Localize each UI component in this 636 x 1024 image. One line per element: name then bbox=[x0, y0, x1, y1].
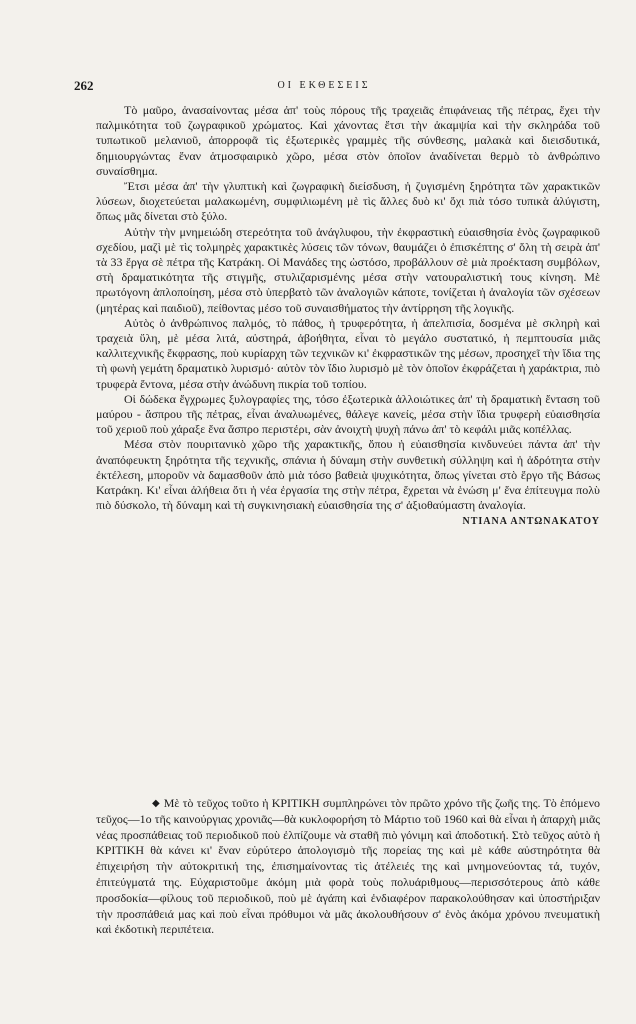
diamond-icon: ◆ bbox=[152, 798, 160, 809]
article-paragraph-2: Ἔτσι μέσα ἀπ' τὴν γλυπτικὴ καὶ ζωγραφικὴ διείσδυση, ἡ ζυγισμένη ξηρότητα τῶν χαρακτικῶν λύσεων, διοχετεύεται μαλακωμένη, συμφιλιωμένη μὲ τὶς ἄλλες δυὸ κι' ὄχι πιὰ τόσο τυπικὰ ἀλύγιστη, ὅπως μᾶς δίνεται στὸ ξύλο. bbox=[96, 179, 600, 224]
editorial-note-paragraph bbox=[96, 796, 600, 938]
page-number: 262 bbox=[74, 78, 94, 93]
article-paragraph-3: Αὐτὴν τὴν μνημειώδη στερεότητα τοῦ ἀνάγλυφου, τὴν ἐκφραστικὴ εὐαισθησία ἑνὸς ζωγραφικοῦ σχεδίου, μαζὶ μὲ τὶς τολμηρὲς χαρακτικὲς λύσεις τῶν τόνων, θαυμάζει ὁ ἐπισκέπτης σ' ὅλη τὴ σειρὰ ἀπ' τὰ 33 ἔργα σὲ πέτρα τῆς Κατράκη. Οἱ Μανάδες της ὡστόσο, προβάλλουν σὲ μιὰ προέκταση συμβόλων, στὴ δραματικότητα τῆς στιγμῆς, στυλιζαρισμένης μέσα στὴν νατουραλιστική τους κίνηση. Μὲ πρωτόγονη ἁπλοποίηση, μέσα στὸ ὑπερβατὸ τῶν ἀναλογιῶν κάποτε, τονίζεται ἡ ἀναλογία τῶν σχέσεων (μητέρας καὶ παιδιοῦ), πείθοντας μέσο τοῦ συναισθήματος τὴν ἀντίρρηση τῆς λογικῆς. bbox=[96, 224, 600, 315]
section-title: ΟΙ ΕΚΘΕΣΕΙΣ bbox=[277, 80, 371, 91]
article-paragraph-5: Οἱ δώδεκα ἔγχρωμες ξυλογραφίες της, τόσο ἐξωτερικὰ ἀλλοιώτικες ἀπ' τὴ δραματικὴ ἔνταση τοῦ μαύρου - ἄσπρου τῆς πέτρας, εἶναι ἀναλυωμένες, θάλεγε κανείς, μέσα στὴν ἴδια τρυφερὴ εὐαισθησία τοῦ χεριοῦ ποὺ χάραξε ἕνα ἄσπρο περιστέρι, σὰν ἀνοιχτὴ ψυχὴ πάνω ἀπ' τὸ κεφάλι μιᾶς κοπέλλας. bbox=[96, 391, 600, 437]
author-signature: ΝΤΙΑΝΑ ΑΝΤΩΝΑΚΑΤΟΥ bbox=[462, 516, 600, 528]
article-paragraph-4: Αὐτὸς ὁ ἀνθρώπινος παλμός, τὸ πάθος, ἡ τρυφερότητα, ἡ ἀπελπισία, δοσμένα μὲ σκληρὴ καὶ τραχειὰ ὕλη, μὲ μέσα λιτά, αὐστηρά, ἀβοήθητα, εἶναι τὸ μεγάλο συστατικό, ἡ πεμπτουσία μιᾶς καλλιτεχνικῆς ἔκφρασης, ποὺ κυρίαρχη τῶν τεχνικῶν κι' ἐκφραστικῶν της μέσων, προσηχεῖ τὴν ἴδια της τὴ φωνὴ γεμάτη δραματικὸ λυρισμό· αὐτὸν τὸν ἴδιο λυρισμὸ μὲ τὸν ὁποῖον ἐκφράζεται ἡ χαράκτρια, πιὸ τρυφερὰ ἔντονα, μέσα στὴν ἀνώδυνη πικρία τοῦ τοπίου. bbox=[96, 315, 600, 391]
article-paragraph-1: Τὸ μαῦρο, ἀνασαίνοντας μέσα ἀπ' τοὺς πόρους τῆς τραχειᾶς ἐπιφάνειας τῆς πέτρας, ἔχει τὴν παλμικότητα τοῦ ζωγραφικοῦ χρώματος. Καὶ χάνοντας ἔτσι τὴν ἀκαμψία καὶ τὴν σκληράδα τοῦ τυπωτικοῦ μελανιοῦ, ἀπορροφᾶ τὶς ἐξωτερικὲς γραμμὲς τῆς σύνθεσης, μαλακὰ καὶ διεισδυτικά, δημιουργώντας ἕναν ἀτμοσφαιρικὸ χῶρο, μέσα στὸν ὁποῖον ἀναδίνεται θερμὸ τὸ ἀνθρώπινο συναίσθημα. bbox=[96, 103, 600, 178]
editorial-note bbox=[96, 796, 600, 938]
editorial-note-text: Μὲ τὸ τεῦχος τοῦτο ἡ ΚΡΙΤΙΚΗ συμπληρώνει τὸν πρῶτο χρόνο τῆς ζωῆς της. Τὸ ἑπόμενο τεῦχος—1ο τῆς καινούργιας χρονιᾶς—θὰ κυκλοφορήση τὸ Μάρτιο τοῦ 1960 καὶ θὰ εἶναι ἡ ἀπαρχὴ μιᾶς νέας προσπάθειας τοῦ περιοδικοῦ ποὺ ἐλπίζουμε νὰ σταθῆ πιὸ γόνιμη καὶ ἀποδοτική. Στὸ τεῦχος αὐτὸ ἡ ΚΡΙΤΙΚΗ θὰ κάνει κι' ἕναν εὐρύτερο ἀπολογισμὸ τῆς πορείας της καὶ μὲ κάθε αὐστηρότητα θὰ ἐπιχειρήση τὴν αὐτοκριτική της, ἐπισημαίνοντας τὶς ἀτέλειές της καὶ μνημονεύοντας τά, τυχόν, ἐπιτεύγματά της. Εὐχαριστοῦμε ἀκόμη μιὰ φορὰ τοὺς πολυάριθμους—περισσότερους ἀπὸ κάθε προσδοκία—φίλους τοῦ περιοδικοῦ, ποὺ μὲ ἀγάπη καὶ ἐνδιαφέρον παρακολούθησαν καὶ ὑποστήριξαν τὴν προσπάθειά μας καὶ ποὺ εἶναι πρόθυμοι νὰ μᾶς ἀκολουθήσουν σ' ἑνὸς ἀκόμα χρόνου πνευματικὴ καὶ ἐκδοτικὴ περιπέτεια. bbox=[96, 796, 600, 937]
article-paragraph-6: Μέσα στὸν πουριτανικὸ χῶρο τῆς χαρακτικῆς, ὅπου ἡ εὐαισθησία κινδυνεύει πάντα ἀπ' τὴν ἀναπόφευκτη ξηρότητα τῆς τεχνικῆς, σπάνια ἡ δύναμη στὴν συνθετικὴ σύλληψη καὶ ἡ ἁδρότητα στὴν ἐκτέλεση, μποροῦν νὰ δαμασθοῦν ἀπὸ μιὰ τόσο βαθειὰ ψυχικότητα, ὅπως γίνεται στὸ ἔργο τῆς Βάσως Κατράκη. Κι' εἶναι ἀλήθεια ὅτι ἡ νέα ἐργασία της στὴν πέτρα, ἔχρεται νὰ ἑνώση μ' ἕνα ἐπίτευγμα πολὺ πιὸ δύσκολο, τὴ δύναμη καὶ τὴ συγκινησιακὴ εὐαισθησία της σ' ἀξιοθαύμαστη ἀναλογία. bbox=[96, 437, 600, 513]
article-body bbox=[96, 103, 600, 527]
running-header bbox=[74, 78, 574, 98]
